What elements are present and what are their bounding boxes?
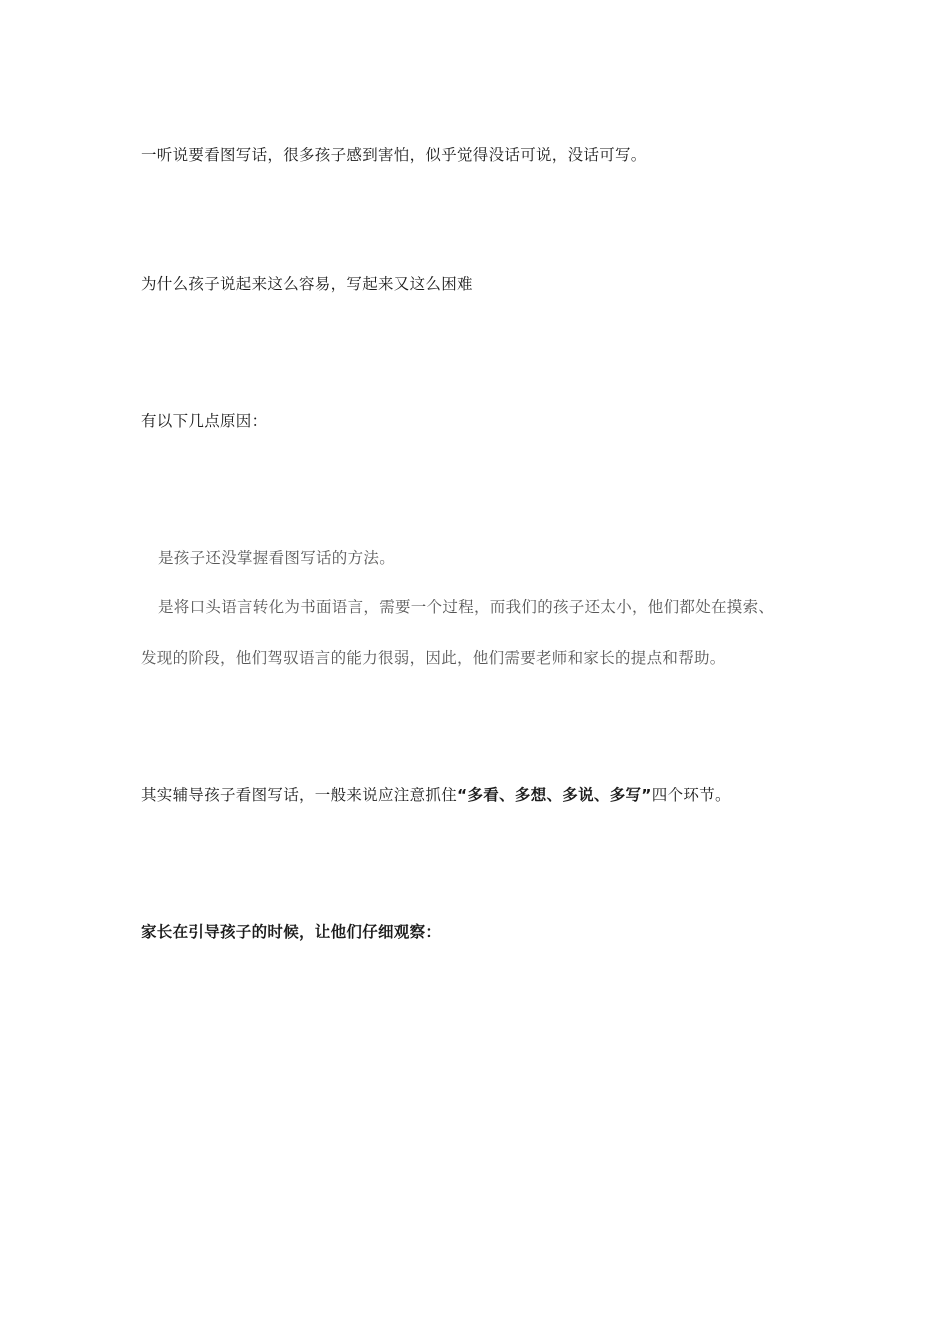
- reason-1-paragraph: 是孩子还没掌握看图写话的方法。: [158, 549, 396, 567]
- reason-2-line-1: 是将口头语言转化为书面语言，需要一个过程，而我们的孩子还太小，他们都处在摸索、: [158, 598, 775, 616]
- question-paragraph: 为什么孩子说起来这么容易，写起来又这么困难: [141, 275, 473, 293]
- tips-suffix: 四个环节。: [651, 786, 731, 804]
- tips-prefix: 其实辅导孩子看图写话，一般来说应注意抓住: [141, 786, 458, 804]
- tips-paragraph: [141, 785, 731, 805]
- reasons-heading: 有以下几点原因：: [141, 412, 268, 430]
- tips-bold-phrase: “多看、多想、多说、多写”: [457, 786, 652, 804]
- intro-paragraph: 一听说要看图写话，很多孩子感到害怕，似乎觉得没话可说，没话可写。: [141, 146, 647, 164]
- reason-2-line-2: 发现的阶段，他们驾驭语言的能力很弱，因此，他们需要老师和家长的提点和帮助。: [141, 649, 726, 667]
- guide-heading: 家长在引导孩子的时候，让他们仔细观察：: [141, 923, 442, 941]
